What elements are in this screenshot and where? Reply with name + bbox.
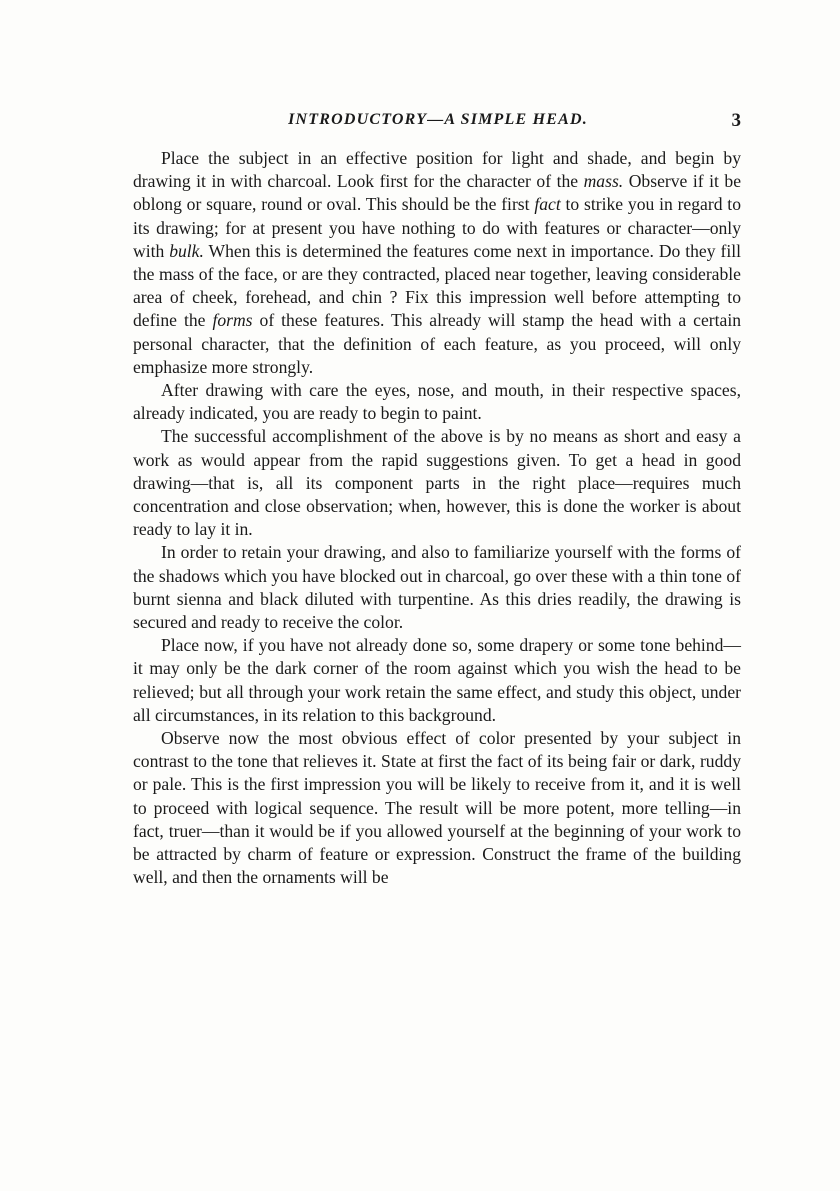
text-run: Place the subject in an effective position for light and shade, and begin by drawing it in with charcoal. Look first for the character of the [133, 148, 741, 192]
paragraph [133, 425, 741, 541]
paragraph [133, 379, 741, 425]
text-run: After drawing with care the eyes, nose, and mouth, in their respective spaces, already indicated, you are ready to begin to paint. [133, 380, 741, 424]
text-run: When this is determined the features come next in importance. Do they fill the mass of the face, or are they contracted, placed near together, leaving considerable area of cheek, forehead, and chin ? Fix this impression well before attempting to define the [133, 240, 741, 331]
paragraph [133, 634, 741, 727]
running-head: INTRODUCTORY—A SIMPLE HEAD. [288, 111, 588, 128]
paragraph [133, 727, 741, 889]
text-run: Observe if it be oblong or square, round or oval. This should be the first [133, 171, 741, 215]
body-text [133, 147, 741, 890]
text-run: The successful accomplishment of the above is by no means as short and easy a work as would appear from the rapid suggestions given. To get a head in good drawing—that is, all its component parts in the right place—requires much concentration and close observation; when, however, this is done the worker is about ready to lay it in. [133, 426, 741, 540]
paragraph [133, 541, 741, 634]
text-run: to strike you in regard to its drawing; for at present you have nothing to do with features or character—only with [133, 194, 741, 261]
text-run: Observe now the most obvious effect of color presented by your subject in contrast to the tone that relieves it. State at first the fact of its being fair or dark, ruddy or pale. This is the first impression you will be likely to receive from it, and it is well to proceed with logical sequence. The result will be more potent, more telling—in fact, truer—than it would be if you allowed yourself at the beginning of your work to be attracted by charm of feature or expression. Construct the frame of the building well, and then the ornaments will be [133, 728, 741, 888]
italic-term: mass. [583, 171, 624, 192]
paragraph [133, 147, 741, 379]
page-number: 3 [731, 110, 741, 131]
italic-term: bulk. [169, 240, 204, 261]
page-header [133, 111, 743, 137]
italic-term: fact [534, 194, 561, 215]
text-run: In order to retain your drawing, and also to familiarize yourself with the forms of the shadows which you have blocked out in charcoal, go over these with a thin tone of burnt sienna and black diluted with turpentine. As this dries readily, the drawing is secured and ready to receive the color. [133, 542, 741, 633]
text-run: Place now, if you have not already done so, some drapery or some tone behind—it may only be the dark corner of the room against which you wish the head to be relieved; but all through your work retain the same effect, and study this object, under all circumstances, in its relation to this background. [133, 635, 741, 725]
italic-term: forms [212, 310, 253, 331]
text-run: of these features. This already will stamp the head with a certain personal character, that the definition of each feature, as you proceed, will only emphasize more strongly. [133, 310, 742, 377]
